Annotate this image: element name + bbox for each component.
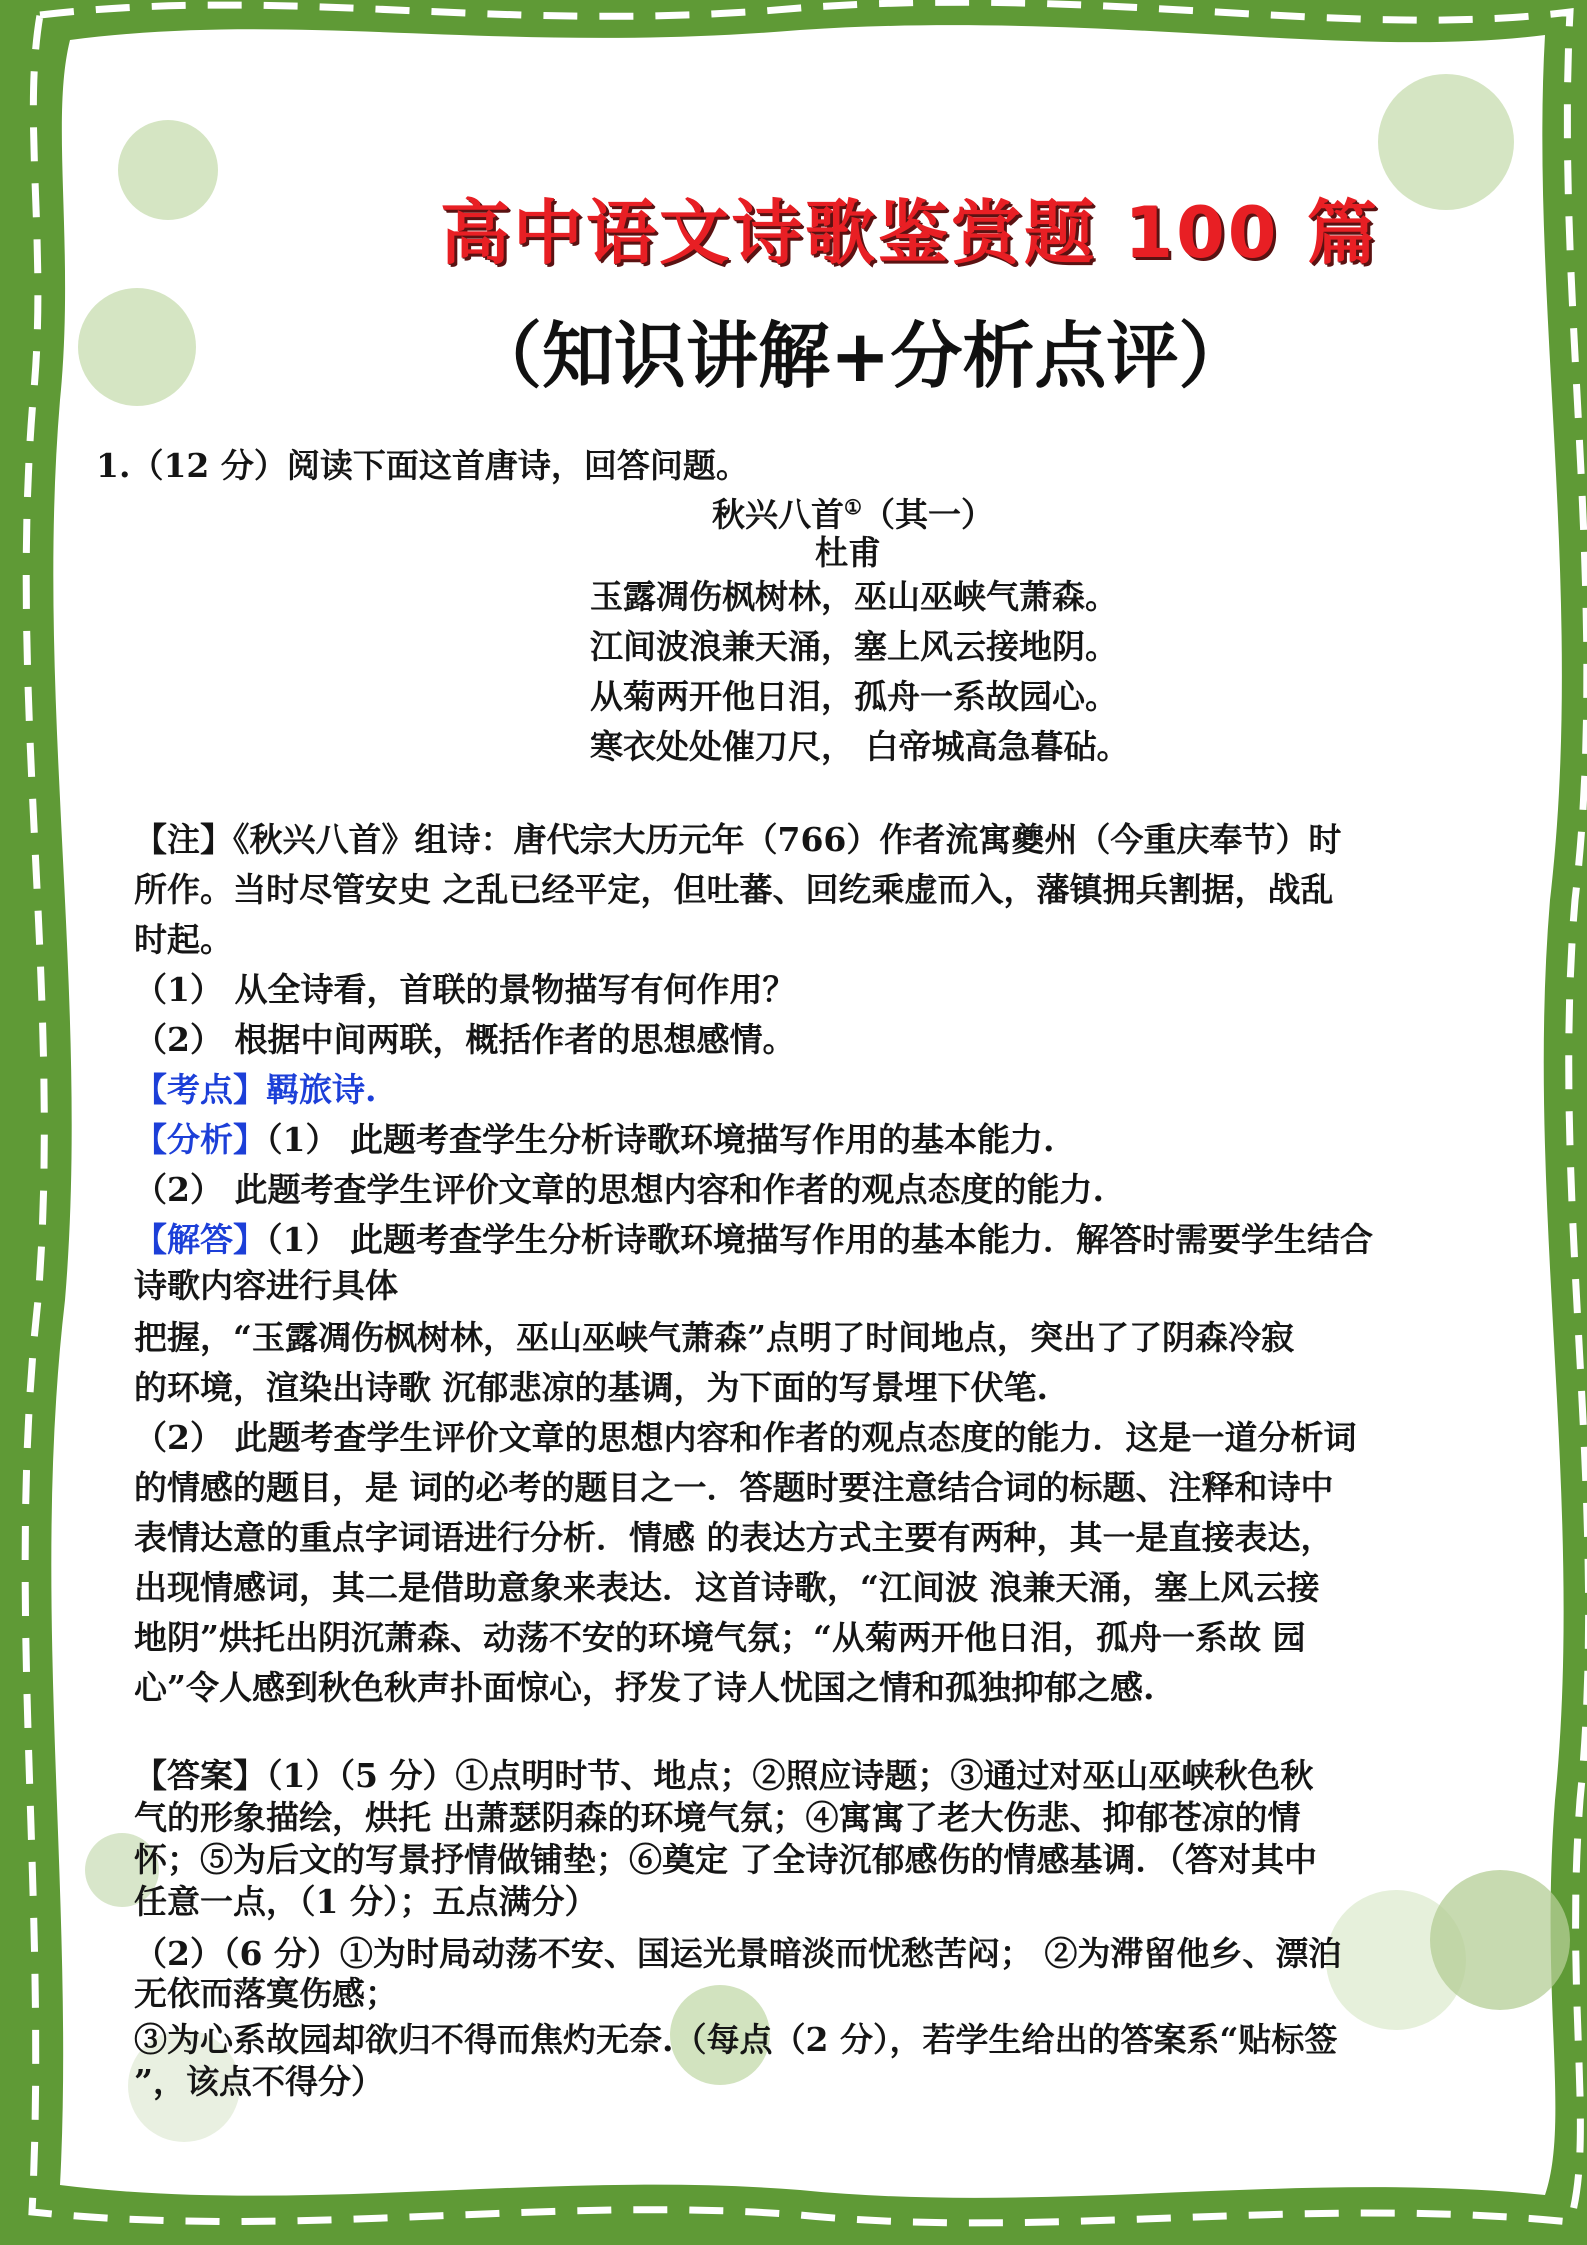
answer-line: 怀；⑤为后文的写景抒情做铺垫；⑥奠定 了全诗沉郁感伤的情感基调．（答对其中 (134, 1840, 1317, 1879)
question-intro: 1.（12 分）阅读下面这首唐诗，回答问题。 (96, 446, 749, 485)
jieda-body-line: 出现情感词，其二是借助意象来表达．这首诗歌，“江间波 浪兼天涌，塞上风云接 (134, 1568, 1320, 1607)
poem-title-text: 秋兴八首 (712, 495, 844, 534)
answer-line: ”，该点不得分） (134, 2062, 384, 2101)
fenxi-line (134, 1116, 1054, 1164)
jieda-line (134, 1216, 1373, 1264)
note-line: 所作。当时尽管安史 之乱已经平定，但吐蕃、回纥乘虚而入，藩镇拥兵割据，战乱 (134, 870, 1334, 909)
fenxi-text: （1） 此题考查学生分析诗歌环境描写作用的基本能力. (266, 1120, 1055, 1159)
poem-author: 杜甫 (815, 533, 881, 572)
jieda-body-line: 的情感的题目，是 词的必考的题目之一．答题时要注意结合词的标题、注释和诗中 (134, 1468, 1334, 1507)
poem-line: 江间波浪兼天涌，塞上风云接地阴。 (590, 627, 1118, 666)
jieda-body-line: 地阴”烘托出阴沉萧森、动荡不安的环境气氛；“从菊两开他日泪，孤舟一系故 园 (134, 1618, 1306, 1657)
poem-line: 寒衣处处催刀尺， 白帝城高急暮砧。 (590, 727, 1130, 766)
page-title: 高中语文诗歌鉴赏题 100 篇 (440, 192, 1380, 274)
jieda-body-line: 的环境，渲染出诗歌 沉郁悲凉的基调，为下面的写景埋下伏笔. (134, 1368, 1048, 1407)
answer-line: 【答案】（1）（5 分）①点明时节、地点；②照应诗题；③通过对巫山巫峡秋色秋 (134, 1756, 1314, 1795)
poem-footnote-marker: ① (844, 495, 862, 519)
question-2: （2） 根据中间两联，概括作者的思想感情。 (134, 1020, 796, 1059)
jieda-label: 【解答】 (134, 1220, 266, 1259)
jieda-body-line: 心”令人感到秋色秋声扑面惊心，抒发了诗人忧国之情和孤独抑郁之感. (134, 1668, 1155, 1707)
note-line: 时起。 (134, 920, 233, 959)
note-line: 【注】《秋兴八首》组诗：唐代宗大历元年（766）作者流寓夔州（今重庆奉节）时 (134, 820, 1342, 859)
answer-line: （2）（6 分）①为时局动荡不安、国运光景暗淡而忧愁苦闷； ②为滞留他乡、漂泊 (134, 1934, 1342, 1973)
answer-line: 任意一点，（1 分）；五点满分） (134, 1882, 598, 1921)
answer-line: 无依而落寞伤感； (134, 1974, 398, 2013)
answer-line: ③为心系故园却欲归不得而焦灼无奈.（每点（2 分），若学生给出的答案系“贴标签 (134, 2020, 1338, 2059)
answer-line: 气的形象描绘，烘托 出萧瑟阴森的环境气氛；④寓寓了老大伤悲、抑郁苍凉的情 (134, 1798, 1301, 1837)
question-1: （1） 从全诗看，首联的景物描写有何作用？ (134, 970, 796, 1009)
jieda-body-line: 把握，“玉露凋伤枫树林，巫山巫峡气萧森”点明了时间地点，突出了了阴森冷寂 (134, 1318, 1294, 1357)
kaodian-text: 羁旅诗. (266, 1070, 377, 1109)
jieda-text: （1） 此题考查学生分析诗歌环境描写作用的基本能力．解答时需要学生结合 (266, 1220, 1373, 1259)
jieda-body-line: 诗歌内容进行具体 (134, 1266, 398, 1305)
poem-title-suffix: （其一） (861, 495, 994, 534)
jieda-body-line: （2） 此题考查学生评价文章的思想内容和作者的观点态度的能力．这是一道分析词 (134, 1418, 1357, 1457)
poem-line: 从菊两开他日泪，孤舟一系故园心。 (590, 677, 1118, 716)
page-subtitle: （知识讲解+分析点评） (470, 314, 1251, 398)
jieda-body-line: 表情达意的重点字词语进行分析．情感 的表达方式主要有两种，其一是直接表达， (134, 1518, 1334, 1557)
poem-line: 玉露凋伤枫树林，巫山巫峡气萧森。 (590, 577, 1118, 616)
kaodian-label: 【考点】 (134, 1070, 266, 1109)
kaodian-line (134, 1066, 377, 1114)
fenxi-line-2: （2） 此题考查学生评价文章的思想内容和作者的观点态度的能力. (134, 1170, 1104, 1209)
fenxi-label: 【分析】 (134, 1120, 266, 1159)
